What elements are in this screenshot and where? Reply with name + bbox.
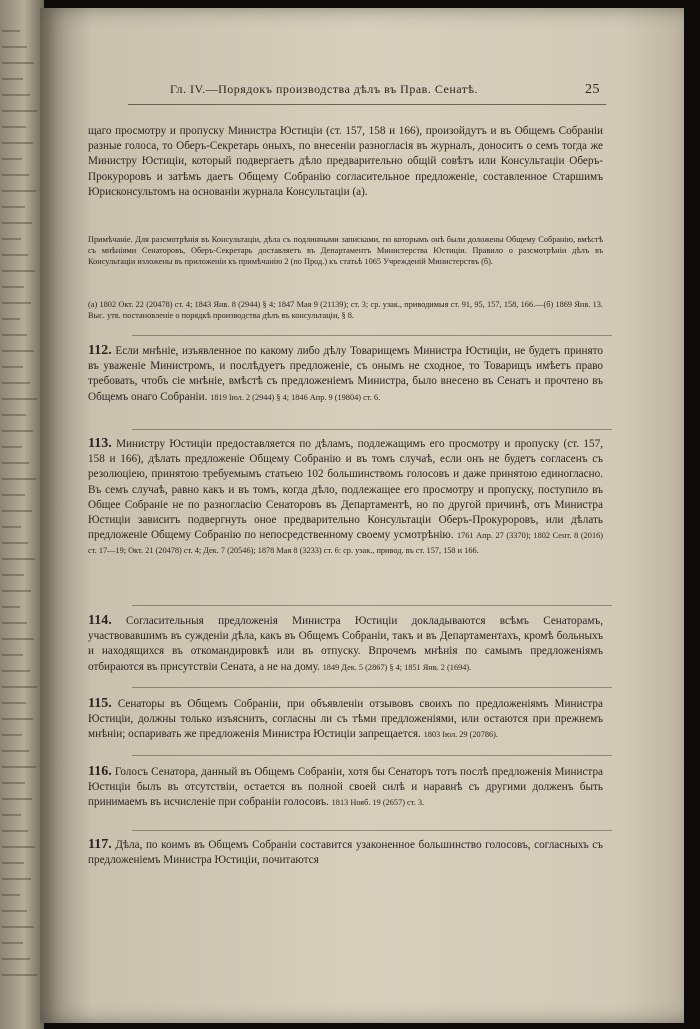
facing-page-line — [2, 174, 29, 176]
facing-page-line — [2, 814, 21, 816]
facing-page-line — [2, 526, 21, 528]
facing-page-line — [2, 958, 30, 960]
article-text: Сенаторы въ Общемъ Собраніи, при объявленіи отзывовъ своихъ по предложеніямъ Министра Юстиціи, должны только изъяснить, согласны ли съ тѣми предложеніями, или остаются при прежнемъ мнѣніи; оспаривать же предложенія Министра Юстиціи запрещается. — [88, 698, 603, 741]
article-citation: 1761 Апр. 27 (3370); 1802 Сент. 8 (2016) ст. 17—19; Окт. 21 (20478) ст. 4; Дек. 7 (20546); 1878 Мая 8 (3233) ст. 6: ср. узак., привод. въ ст. 157, 158 и 166. — [88, 531, 604, 556]
section-rule — [132, 429, 612, 430]
facing-page-line — [2, 478, 36, 480]
facing-page-line — [2, 62, 34, 64]
running-title: Гл. IV.—Порядокъ производства дѣлъ въ Прав. Сенатѣ. — [170, 82, 479, 96]
article-number: 112. — [88, 343, 112, 358]
facing-page-line — [2, 654, 23, 656]
running-header — [170, 82, 600, 100]
facing-page-line — [2, 670, 30, 672]
article-115 — [88, 696, 603, 743]
facing-page-line — [2, 494, 25, 496]
facing-page-line — [2, 30, 20, 32]
facing-page-line — [2, 894, 20, 896]
facing-page-line — [2, 702, 26, 704]
facing-page-line — [2, 638, 34, 640]
facing-page-line — [2, 462, 29, 464]
article-citation: 1819 Іюл. 2 (2944) § 4; 1846 Апр. 9 (19804) ст. 6. — [210, 392, 381, 402]
facing-page-line — [2, 606, 20, 608]
facing-page-edge — [0, 0, 44, 1029]
article-114 — [88, 613, 603, 675]
article-text: Министру Юстиціи предоставляется по дѣламъ, подлежащимъ его просмотру и пропуску (ст. 157, 158 и 166), дѣлать предложеніе Общему Собранію и въ томъ случаѣ, если онъ не будетъ согласенъ съ резолюціею, принятою требуемымъ статьею 102 большинствомъ голосовъ и даже принятою единогласно. Въ семъ случаѣ, равно какъ и въ томъ, когда дѣло, подлежащее его просмотру и пропуску, поступило въ Общее Собраніе не по разногласію Сенаторовъ въ Департаментѣ, но по другой причинѣ, отъ Министра Юстиціи зависитъ подвергнуть оное предварительно Консультаціи Оберъ-Прокуроровъ, или дѣлать предложеніе Общему Собранію по непосредственному своему усмотрѣнію. — [88, 438, 603, 542]
facing-page-line — [2, 926, 34, 928]
facing-page-line — [2, 318, 20, 320]
facing-page-line — [2, 398, 37, 400]
facing-page-line — [2, 718, 33, 720]
facing-page-line — [2, 142, 33, 144]
facing-page-line — [2, 510, 32, 512]
facing-page-line — [2, 270, 35, 272]
facing-page-line — [2, 590, 31, 592]
facing-page-line — [2, 126, 26, 128]
facing-page-line — [2, 910, 27, 912]
footnotes-paragraph: (а) 1802 Окт. 22 (20478) ст. 4; 1843 Янв. 8 (2944) § 4; 1847 Мая 9 (21139); ст. 3; ср. узак., приводимыя ст. 91, 95, 157, 158, 166.—(б) 1869 Янв. 13. Выс. утв. постановленіе о порядкѣ производства дѣлъ въ консультаціи, § 8. — [88, 300, 603, 320]
facing-page-line — [2, 878, 31, 880]
section-rule — [132, 755, 612, 756]
note-paragraph: Примѣчаніе. Для разсмотрѣнія въ Консультаціи, дѣла съ подлинными записками, по которымъ онѣ были доложены Общему Собранію, вмѣстѣ съ мнѣніями Сенаторовъ, Оберъ-Секретарь доставляетъ въ Департаментъ Министерства Юстиціи. Правило о разсмотрѣніи дѣлъ въ Консультаціи изложены въ приложеніи къ примѣчанію 2 (по Прод.) къ статьѣ 1065 Учрежденій Министерствъ (б). — [88, 235, 603, 266]
facing-page-line — [2, 206, 25, 208]
facing-page-line — [2, 94, 30, 96]
facing-page-line — [2, 830, 28, 832]
facing-page-line — [2, 254, 28, 256]
facing-page-line — [2, 798, 32, 800]
facing-page-line — [2, 238, 21, 240]
facing-page-line — [2, 766, 36, 768]
facing-page-line — [2, 78, 23, 80]
facing-page-line — [2, 414, 26, 416]
facing-page-line — [2, 542, 28, 544]
article-117 — [88, 837, 603, 868]
section-rule — [132, 830, 612, 831]
facing-page-line — [2, 942, 23, 944]
facing-page-line — [2, 846, 35, 848]
article-number: 117. — [88, 837, 112, 852]
article-citation: 1849 Дек. 5 (2867) § 4; 1851 Янв. 2 (1694). — [322, 662, 472, 672]
section-rule — [132, 687, 612, 688]
article-text: Согласительныя предложенія Министра Юстиціи докладываются всѣмъ Сенаторамъ, участвовавшимъ въ сужденіи дѣла, какъ въ Общемъ Собраніи, такъ и въ Департаментахъ, кромѣ больныхъ и находящихся въ откомандировкѣ или въ отпуску. Впрочемъ мнѣнія по самымъ предложеніямъ отбираются въ присутствіи Сената, а не на дому. — [88, 615, 604, 673]
facing-page-line — [2, 782, 25, 784]
article-number: 113. — [88, 436, 112, 451]
article-citation: 1813 Нояб. 19 (2657) ст. 3. — [331, 798, 425, 808]
article-113 — [88, 436, 603, 559]
article-citation: 1803 Іюл. 29 (20786). — [423, 730, 498, 740]
facing-page-text-fragments — [2, 0, 38, 1029]
article-number: 114. — [88, 613, 112, 628]
book-page — [40, 8, 684, 1023]
facing-page-line — [2, 974, 37, 976]
article-number: 115. — [88, 696, 112, 711]
facing-page-line — [2, 382, 30, 384]
facing-page-line — [2, 446, 22, 448]
facing-page-line — [2, 366, 23, 368]
section-rule — [132, 335, 612, 336]
facing-page-line — [2, 574, 24, 576]
facing-page-line — [2, 622, 27, 624]
article-112 — [88, 343, 603, 405]
facing-page-line — [2, 862, 24, 864]
article-number: 116. — [88, 764, 112, 779]
facing-page-line — [2, 222, 32, 224]
facing-page-line — [2, 750, 29, 752]
facing-page-line — [2, 110, 37, 112]
facing-page-line — [2, 350, 34, 352]
facing-page-line — [2, 158, 22, 160]
section-rule — [132, 605, 612, 606]
article-text: Голосъ Сенатора, данный въ Общемъ Собраніи, хотя бы Сенаторъ тотъ послѣ предложенія Министра Юстиціи былъ въ отсутствіи, остается въ полной своей силѣ и наравнѣ съ другими долженъ быть принимаемъ въ исчисленіе при собраніи голосовъ. — [88, 766, 603, 809]
facing-page-line — [2, 190, 36, 192]
facing-page-line — [2, 686, 37, 688]
facing-page-line — [2, 734, 22, 736]
facing-page-line — [2, 334, 27, 336]
article-text: Если мнѣніе, изъявленное по какому либо дѣлу Товарищемъ Министра Юстиціи, не будетъ принято въ уваженіе Министромъ, и послѣдуетъ предложеніе, съ онымъ не сходное, то Товарищъ имѣетъ право требовать, чтобъ сіе мнѣніе, вмѣстѣ съ предложеніемъ Министра, было внесено въ Сенатъ и прочтено въ Общемъ онаго Собраніи. — [88, 345, 604, 403]
facing-page-line — [2, 286, 24, 288]
article-text: Дѣла, по коимъ въ Общемъ Собраніи составится узаконенное большинство голосовъ, согласныхъ съ предложеніемъ Министра Юстиціи, почитаются — [88, 839, 603, 867]
article-116 — [88, 764, 603, 811]
facing-page-line — [2, 302, 31, 304]
facing-page-line — [2, 558, 35, 560]
page-number: 25 — [585, 82, 600, 97]
intro-paragraph: щаго просмотру и пропуску Министра Юстиціи (ст. 157, 158 и 166), произойдутъ и въ Общемъ Собраніи разные голоса, то Оберъ-Секретарь оныхъ, по внесеніи разногласія въ журналъ, доноситъ о семъ тогда же Министру Юстиціи, который подвергаетъ дѣло предварительно общій совѣтъ или Консультаціи Оберъ-Прокуроровъ и затѣмъ даетъ Общему Собранію согласительное предложеніе, составленное Старшимъ Юрисконсультомъ на основаніи журнала Консультаціи (а). — [88, 125, 603, 198]
header-rule — [128, 104, 606, 105]
facing-page-line — [2, 46, 27, 48]
facing-page-line — [2, 430, 33, 432]
